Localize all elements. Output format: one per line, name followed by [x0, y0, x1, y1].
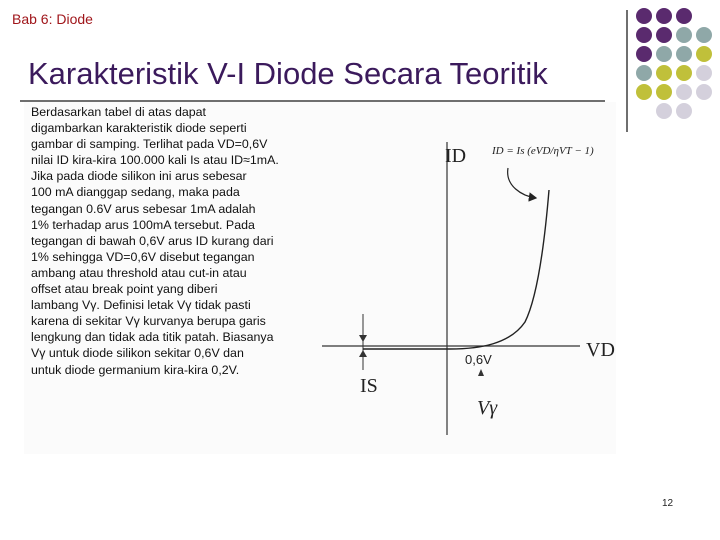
- body-line: Jika pada diode silikon ini arus sebesar: [31, 169, 247, 184]
- body-line: gambar di samping. Terlihat pada VD=0,6V: [31, 137, 268, 152]
- body-line: 1% terhadap arus 100mA tersebut. Pada: [31, 217, 255, 232]
- equation-pointer-arrow: [508, 168, 536, 198]
- body-line: 1% sehingga VD=0,6V disebut tegangan: [31, 249, 255, 264]
- body-line: 100 mA dianggap sedang, maka pada: [31, 185, 240, 200]
- body-line: offset atau break point yang diberi: [31, 282, 218, 297]
- vgamma-marker: [478, 369, 484, 376]
- section-label: Bab 6: Diode: [12, 11, 93, 27]
- body-line: tegangan di bawah 0,6V arus ID kurang dari: [31, 233, 274, 248]
- iv-curve: [363, 190, 549, 349]
- axis-y-label: ID: [445, 145, 467, 167]
- body-line: karena di sekitar Vγ kurvanya berupa garis: [31, 314, 266, 329]
- axis-x-label: VD: [586, 339, 615, 361]
- body-line: Vγ untuk diode silikon sekitar 0,6V dan: [31, 346, 244, 361]
- page-title: Karakteristik V-I Diode Secara Teoritik: [28, 56, 548, 91]
- body-line: nilai ID kira-kira 100.000 kali Is atau ID≈1mA.: [31, 153, 279, 168]
- body-line: lambang Vγ. Definisi letak Vγ tidak pasti: [31, 298, 251, 313]
- body-line: untuk diode germanium kira-kira 0,2V.: [31, 362, 240, 377]
- equation-label: ID = Is (eVD/ηVT − 1): [492, 145, 594, 157]
- page-number: 12: [662, 498, 674, 509]
- body-line: ambang atau threshold atau cut-in atau: [31, 265, 247, 280]
- body-line: digambarkan karakteristik diode seperti: [31, 121, 247, 136]
- is-marker-arrow-down: [359, 350, 367, 357]
- body-text: [31, 104, 331, 378]
- is-marker-arrow-up: [359, 335, 367, 342]
- body-line: tegangan 0.6V arus sebesar 1mA adalah: [31, 201, 256, 216]
- knee-voltage-label: 0,6V: [465, 352, 492, 367]
- vgamma-label: Vγ: [477, 397, 498, 419]
- body-line: Berdasarkan tabel di atas dapat: [31, 105, 206, 119]
- is-label: IS: [360, 375, 378, 397]
- body-line: lengkung dan tidak ada titik patah. Biasanya: [31, 330, 274, 345]
